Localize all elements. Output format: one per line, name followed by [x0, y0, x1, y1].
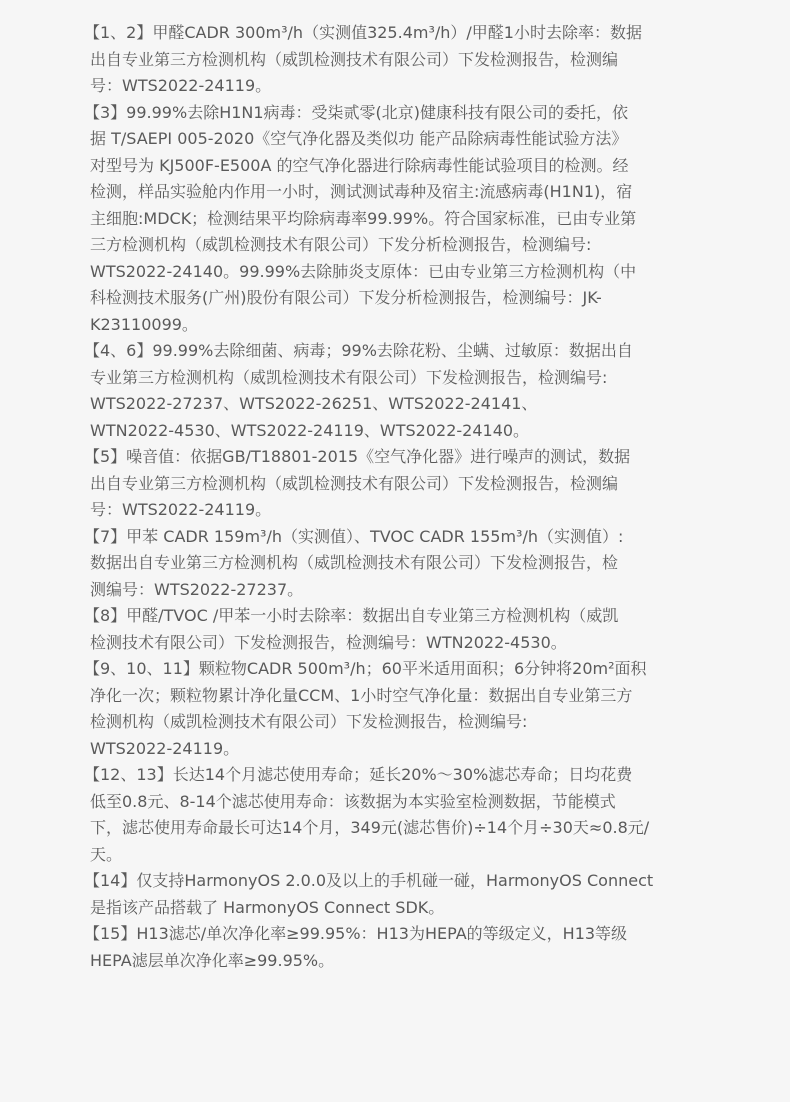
footnote-line: 号：WTS2022-24119。 — [90, 500, 272, 519]
footnote-line: 出自专业第三方检测机构（威凯检测技术有限公司）下发检测报告，检测编 — [90, 473, 619, 493]
footnote-line: 三方检测机构（威凯检测技术有限公司）下发分析检测报告，检测编号: — [90, 235, 592, 254]
footnote-start-line: 【4、6】99.99%去除细菌、病毒；99%去除花粉、尘螨、过敏原：数据出自 — [84, 341, 633, 360]
footnote-line: 检测机构（威凯检测技术有限公司）下发检测报告，检测编号: — [90, 712, 528, 731]
footnote-line: WTN2022-4530、WTS2022-24119、WTS2022-24140。 — [90, 420, 530, 440]
footnote-start-line: 【9、10、11】颗粒物CADR 500m³/h；60平米适用面积；6分钟将20m²面积 — [84, 659, 647, 678]
footnote-start-line: 【5】噪音值：依据GB/T18801-2015《空气净化器》进行噪声的测试，数据 — [84, 447, 631, 466]
footnote-line: 号：WTS2022-24119。 — [90, 76, 272, 95]
footnote-line: 出自专业第三方检测机构（威凯检测技术有限公司）下发检测报告，检测编 — [90, 49, 619, 69]
footnote-line: 检测，样品实验舱内作用一小时，测试测试毒种及宿主:流感病毒(H1N1)，宿 — [90, 182, 633, 201]
footnote-start-line: 【14】仅支持HarmonyOS 2.0.0及以上的手机碰一碰，HarmonyOS Connect — [84, 871, 654, 890]
footnote-line: 据 T/SAEPI 005-2020《空气净化器及类似功 能产品除病毒性能试验方法》 — [90, 129, 628, 148]
footnote-line: 天。 — [90, 844, 123, 864]
footnote-line: K23110099。 — [90, 314, 198, 334]
footnote-start-line: 【3】99.99%去除H1N1病毒：受柒贰零(北京)健康科技有限公司的委托，依 — [84, 102, 629, 122]
footnote-start-line: 【15】H13滤芯/单次净化率≥99.95%：H13为HEPA的等级定义，H13等级 — [84, 924, 628, 943]
footnote-start-line: 【7】甲苯 CADR 159m³/h（实测值）、TVOC CADR 155m³/h（实测值）: — [84, 526, 624, 546]
footnote-line: 对型号为 KJ500F-E500A 的空气净化器进行除病毒性能试验项目的检测。经 — [90, 155, 629, 175]
footnote-line: 科检测技术服务(广州)股份有限公司）下发分析检测报告，检测编号：JK- — [90, 288, 602, 307]
footnote-line: 净化一次；颗粒物累计净化量CCM、1小时空气净化量：数据出自专业第三方 — [90, 685, 633, 705]
footnote-start-line: 【1、2】甲醛CADR 300m³/h（实测值325.4m³/h）/甲醛1小时去除率：数据 — [84, 23, 642, 42]
footnote-line: 下，滤芯使用寿命最长可达14个月，349元(滤芯售价)÷14个月÷30天≈0.8元/ — [90, 818, 650, 837]
footnote-line: 低至0.8元、8-14个滤芯使用寿命：该数据为本实验室检测数据，节能模式 — [90, 791, 616, 811]
footnote-line: WTS2022-27237、WTS2022-26251、WTS2022-24141、 — [90, 394, 538, 413]
footnote-line: WTS2022-24140。99.99%去除肺炎支原体：已由专业第三方检测机构（中 — [90, 261, 637, 281]
footnote-line: 检测技术有限公司）下发检测报告，检测编号：WTN2022-4530。 — [90, 632, 567, 652]
footnote-start-line: 【8】甲醛/TVOC /甲苯一小时去除率：数据出自专业第三方检测机构（威凯 — [84, 606, 619, 625]
footnote-line: 数据出自专业第三方检测机构（威凯检测技术有限公司）下发检测报告，检 — [90, 553, 619, 572]
footnote-line: 专业第三方检测机构（威凯检测技术有限公司）下发检测报告，检测编号: — [90, 367, 608, 387]
footnote-line: 主细胞:MDCK；检测结果平均除病毒率99.99%。符合国家标准，已由专业第 — [90, 208, 637, 228]
footnote-line: HEPA滤层单次净化率≥99.95%。 — [90, 950, 335, 970]
footnote-line: 测编号：WTS2022-27237。 — [90, 579, 304, 599]
footnote-line: 是指该产品搭载了 HarmonyOS Connect SDK。 — [90, 897, 445, 917]
footnote-start-line: 【12、13】长达14个月滤芯使用寿命；延长20%～30%滤芯寿命；日均花费 — [84, 765, 633, 784]
footnote-line: WTS2022-24119。 — [90, 738, 240, 758]
